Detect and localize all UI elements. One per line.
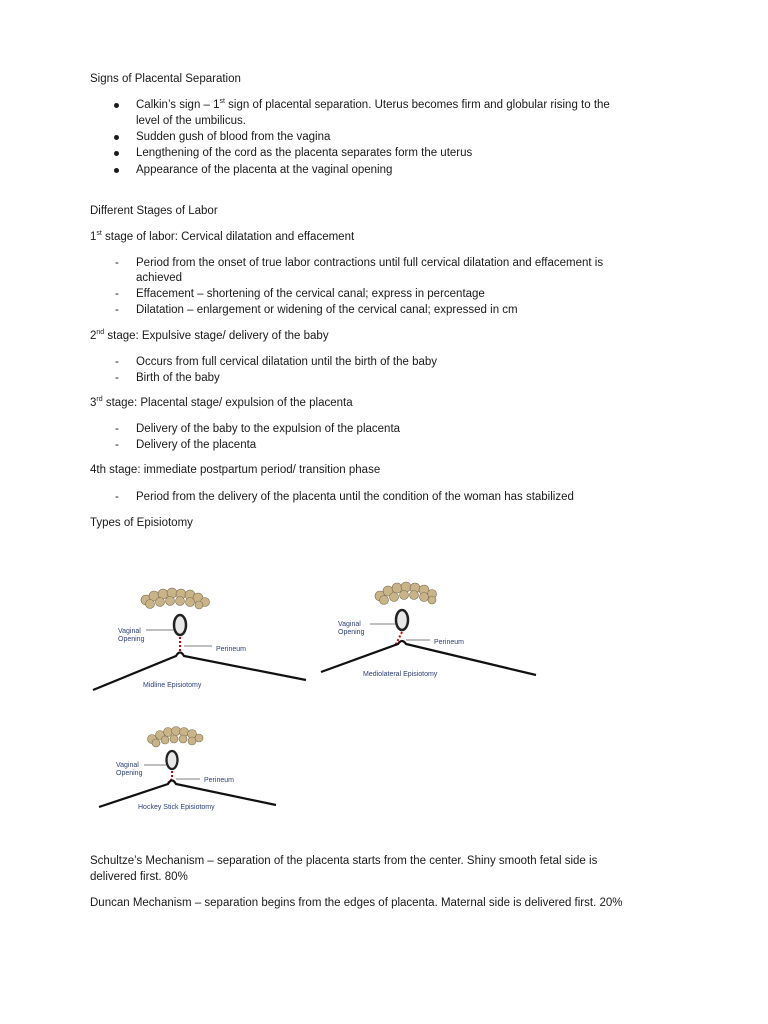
vaginal-opening-shape [167,751,178,769]
vaginal-opening-shape [396,610,408,630]
opening-label: Opening [338,629,365,636]
signs-item-1: Calkin’s sign – 1st sign of placental separation. Uterus becomes firm and globular rising to the [136,98,610,111]
dash-marker: - [115,288,119,300]
stage-1-item-2: Effacement – shortening of the cervical canal; express in percentage [136,288,485,300]
mediolateral-episiotomy-diagram [318,580,538,690]
bullet-dot [114,135,119,140]
perineum-label: Perineum [204,777,234,784]
opening-label: Opening [116,770,143,777]
dash-marker: - [115,491,119,503]
stage-1-item-3: Dilatation – enlargement or widening of the cervical canal; expressed in cm [136,304,518,316]
perineum-outline [321,641,536,675]
vaginal-label: Vaginal [118,628,141,635]
signs-item-4: Appearance of the placenta at the vaginal opening [136,164,393,176]
midline-episiotomy-diagram [88,585,308,695]
vaginal-opening-shape [174,615,186,635]
dash-marker: - [115,372,119,384]
stage-1-title: 1st stage of labor: Cervical dilatation and effacement [90,230,355,243]
dash-marker: - [115,304,119,316]
stages-heading: Different Stages of Labor [90,205,218,217]
hair-icon [375,582,437,605]
dash-marker: - [115,439,119,451]
stage-4-item-1: Period from the delivery of the placenta until the condition of the woman has stabilized [136,491,574,503]
stage-4-title: 4th stage: immediate postpartum period/ transition phase [90,464,381,476]
perineum-label: Perineum [216,646,246,653]
perineum-label: Perineum [434,639,464,646]
bullet-dot [114,151,119,156]
dash-marker: - [115,423,119,435]
stage-3-item-2: Delivery of the placenta [136,439,257,451]
stage-2-title: 2nd stage: Expulsive stage/ delivery of the baby [90,329,329,342]
signs-item-3: Lengthening of the cord as the placenta separates form the uterus [136,147,473,159]
hockey-caption: Hockey Stick Episiotomy [138,804,215,811]
midline-caption: Midline Episiotomy [143,682,202,689]
stage-1-item-1-cont: achieved [136,272,183,284]
dash-marker: - [115,356,119,368]
hair-icon [141,588,210,609]
vaginal-label: Vaginal [116,762,139,769]
bullet-dot [114,103,119,108]
bullet-dot [114,168,119,173]
episiotomy-heading: Types of Episiotomy [90,517,193,529]
dash-marker: - [115,257,119,269]
schultze-mechanism-cont: delivered first. 80% [90,871,188,883]
mediolateral-caption: Mediolateral Episiotomy [363,671,438,678]
hair-icon [148,727,204,748]
signs-item-1-cont: level of the umbilicus. [136,115,246,127]
vaginal-label: Vaginal [338,621,361,628]
stage-2-item-1: Occurs from full cervical dilatation until the birth of the baby [136,356,438,368]
signs-item-2: Sudden gush of blood from the vagina [136,131,331,143]
stage-3-item-1: Delivery of the baby to the expulsion of the placenta [136,423,401,435]
stage-2-item-2: Birth of the baby [136,372,220,384]
stage-1-item-1: Period from the onset of true labor contractions until full cervical dilatation and effacement is [136,257,604,269]
signs-heading: Signs of Placental Separation [90,73,241,85]
opening-label: Opening [118,636,145,643]
schultze-mechanism: Schultze’s Mechanism – separation of the placenta starts from the center. Shiny smooth fetal side is [90,855,598,867]
hockey-stick-episiotomy-diagram [96,725,286,820]
stage-3-title: 3rd stage: Placental stage/ expulsion of the placenta [90,396,353,409]
duncan-mechanism: Duncan Mechanism – separation begins from the edges of placenta. Maternal side is delivered first. 20% [90,897,623,909]
